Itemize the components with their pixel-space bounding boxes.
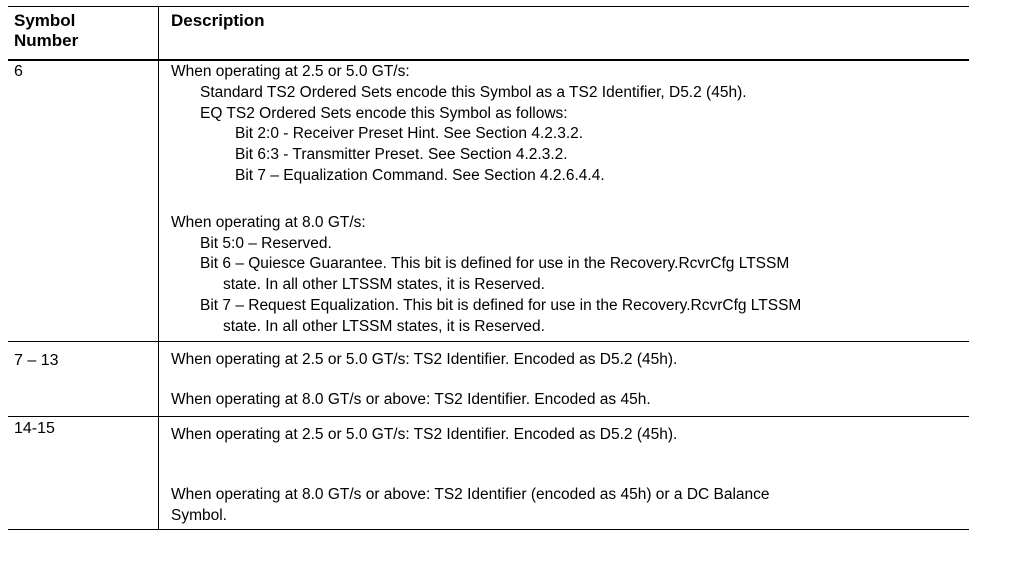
table-header-row <box>8 7 969 61</box>
desc-line: Bit 6 – Quiesce Guarantee. This bit is defined for use in the Recovery.RcvrCfg LTSSM <box>200 255 790 273</box>
table-row <box>8 342 969 418</box>
desc-line: When operating at 2.5 or 5.0 GT/s: <box>171 63 410 80</box>
spacer <box>171 446 969 485</box>
desc-line: When operating at 8.0 GT/s or above: TS2 Identifier (encoded as 45h) or a DC Balance <box>171 485 770 503</box>
description-cell <box>159 417 969 528</box>
desc-line: Bit 7 – Request Equalization. This bit is defined for use in the Recovery.RcvrCfg LTSSM <box>200 296 802 314</box>
desc-line: state. In all other LTSSM states, it is Reserved. <box>223 276 545 294</box>
desc-line: Bit 6:3 - Transmitter Preset. See Section 4.2.3.2. <box>235 146 568 164</box>
table-row <box>8 417 969 528</box>
description-cell <box>159 342 969 417</box>
desc-line: Bit 7 – Equalization Command. See Section 4.2.6.4.4. <box>235 166 605 184</box>
description-cell <box>159 61 969 341</box>
ts2-symbol-table <box>8 6 969 530</box>
desc-line: When operating at 8.0 GT/s: <box>171 213 366 231</box>
desc-line: Bit 2:0 - Receiver Preset Hint. See Section 4.2.3.2. <box>235 125 584 143</box>
symbol-number-cell: 7 – 13 <box>8 342 159 417</box>
symbol-number-cell: 6 <box>8 61 159 341</box>
desc-line: Symbol. <box>171 506 227 524</box>
desc-line: state. In all other LTSSM states, it is Reserved. <box>223 317 545 335</box>
desc-line: Standard TS2 Ordered Sets encode this Symbol as a TS2 Identifier, D5.2 (45h). <box>200 83 747 101</box>
desc-line: EQ TS2 Ordered Sets encode this Symbol as follows: <box>200 104 568 122</box>
desc-line: When operating at 2.5 or 5.0 GT/s: TS2 Identifier. Encoded as D5.2 (45h). <box>171 426 678 444</box>
symbol-number-cell: 14-15 <box>8 417 159 528</box>
spacer <box>171 187 969 207</box>
desc-line: When operating at 8.0 GT/s or above: TS2 Identifier. Encoded as 45h. <box>171 391 651 409</box>
spacer <box>171 370 969 388</box>
desc-line: When operating at 2.5 or 5.0 GT/s: TS2 Identifier. Encoded as D5.2 (45h). <box>171 350 678 368</box>
header-symbol-line1: Symbol <box>14 11 76 30</box>
desc-line: Bit 5:0 – Reserved. <box>200 234 332 252</box>
header-symbol-number <box>8 7 159 59</box>
header-symbol-line2: Number <box>14 31 79 50</box>
header-description: Description <box>171 11 265 30</box>
table-row <box>8 61 969 342</box>
